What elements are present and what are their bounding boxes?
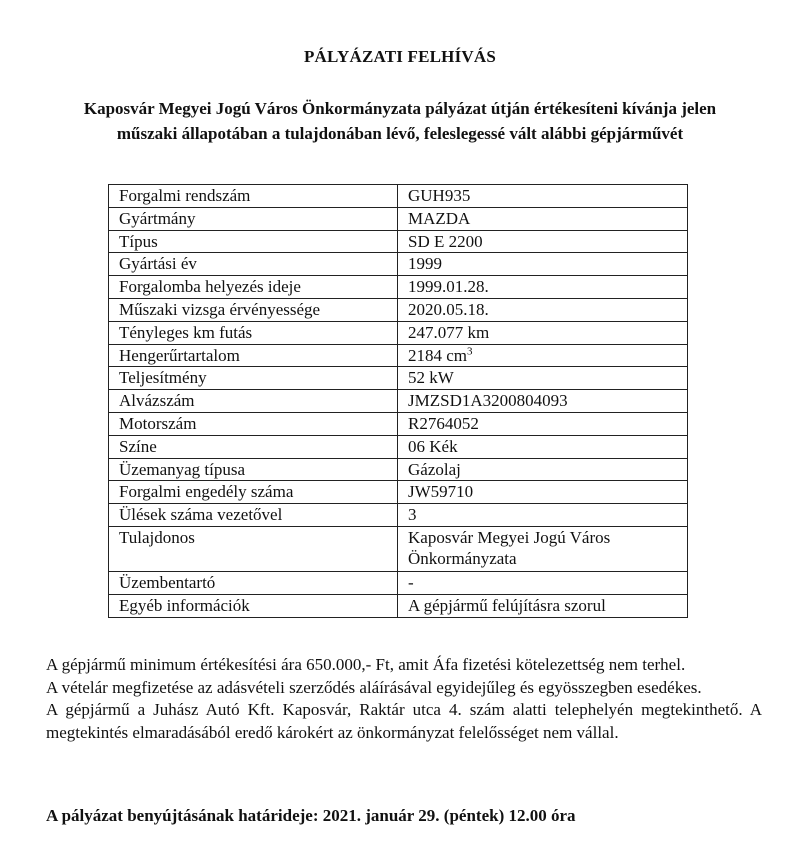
row-label: Üzemanyag típusa — [109, 458, 398, 481]
row-value: R2764052 — [398, 412, 688, 435]
row-value: GUH935 — [398, 185, 688, 208]
table-row — [109, 207, 688, 230]
row-value: 06 Kék — [398, 435, 688, 458]
row-label: Ülések száma vezetővel — [109, 504, 398, 527]
document-subtitle — [30, 96, 770, 146]
row-value: JW59710 — [398, 481, 688, 504]
vehicle-data-table — [108, 184, 688, 618]
subtitle-line-1: Kaposvár Megyei Jogú Város Önkormányzata pályázat útján értékesíteni kívánja jelen — [83, 99, 717, 118]
owner-line-2: Önkormányzata — [408, 548, 517, 568]
row-value: 3 — [398, 504, 688, 527]
table-row — [109, 458, 688, 481]
row-label: Egyéb információk — [109, 594, 398, 617]
table-row — [109, 230, 688, 253]
row-label: Tényleges km futás — [109, 321, 398, 344]
row-label: Forgalmi engedély száma — [109, 481, 398, 504]
table-row — [109, 298, 688, 321]
row-label: Tulajdonos — [109, 526, 398, 571]
row-value: 52 kW — [398, 367, 688, 390]
row-label: Gyártási év — [109, 253, 398, 276]
body-text — [46, 654, 762, 744]
row-value: SD E 2200 — [398, 230, 688, 253]
table-row — [109, 504, 688, 527]
table-row — [109, 526, 688, 571]
viewing-paragraph: A gépjármű a Juhász Autó Kft. Kaposvár, Raktár utca 4. szám alatti telephelyén megtekinthető. A megtekintés elmaradásából eredő károkért az önkormányzat felelősséget nem vállal. — [46, 700, 762, 742]
row-label: Műszaki vizsga érvényessége — [109, 298, 398, 321]
row-value: JMZSD1A3200804093 — [398, 390, 688, 413]
row-label: Forgalomba helyezés ideje — [109, 276, 398, 299]
table-row — [109, 253, 688, 276]
table-row — [109, 276, 688, 299]
row-value: A gépjármű felújításra szorul — [398, 594, 688, 617]
row-label: Motorszám — [109, 412, 398, 435]
table-row — [109, 185, 688, 208]
row-label: Forgalmi rendszám — [109, 185, 398, 208]
table-row — [109, 594, 688, 617]
row-label: Hengerűrtartalom — [109, 344, 398, 367]
document-title: PÁLYÁZATI FELHÍVÁS — [303, 47, 497, 66]
value-text: 2184 cm — [408, 345, 468, 365]
table-row — [109, 367, 688, 390]
row-label: Teljesítmény — [109, 367, 398, 390]
row-value — [398, 344, 688, 367]
row-value: 2020.05.18. — [398, 298, 688, 321]
table-row — [109, 435, 688, 458]
row-value: - — [398, 571, 688, 594]
row-label: Gyártmány — [109, 207, 398, 230]
row-value — [398, 526, 688, 571]
table-row — [109, 321, 688, 344]
row-value: MAZDA — [398, 207, 688, 230]
owner-line-1: Kaposvár Megyei Jogú Város — [408, 527, 611, 547]
table-row — [109, 412, 688, 435]
row-label: Alvázszám — [109, 390, 398, 413]
subtitle-line-2: műszaki állapotában a tulajdonában lévő, feleslegessé vált alábbi gépjárművét — [116, 124, 684, 143]
row-value: Gázolaj — [398, 458, 688, 481]
row-label: Típus — [109, 230, 398, 253]
row-label: Üzembentartó — [109, 571, 398, 594]
row-value: 1999.01.28. — [398, 276, 688, 299]
price-paragraph: A gépjármű minimum értékesítési ára 650.000,- Ft, amit Áfa fizetési kötelezettség nem terhel. — [46, 655, 686, 674]
unit-superscript: 3 — [467, 344, 473, 357]
row-value: 247.077 km — [398, 321, 688, 344]
table-row — [109, 481, 688, 504]
table-row — [109, 344, 688, 367]
deadline-text: A pályázat benyújtásának határideje: 2021. január 29. (péntek) 12.00 óra — [46, 806, 576, 825]
row-value: 1999 — [398, 253, 688, 276]
table-row — [109, 390, 688, 413]
table-row — [109, 571, 688, 594]
payment-paragraph: A vételár megfizetése az adásvételi szerződés aláírásával egyidejűleg és egyösszegben esedékes. — [46, 677, 702, 697]
row-label: Színe — [109, 435, 398, 458]
